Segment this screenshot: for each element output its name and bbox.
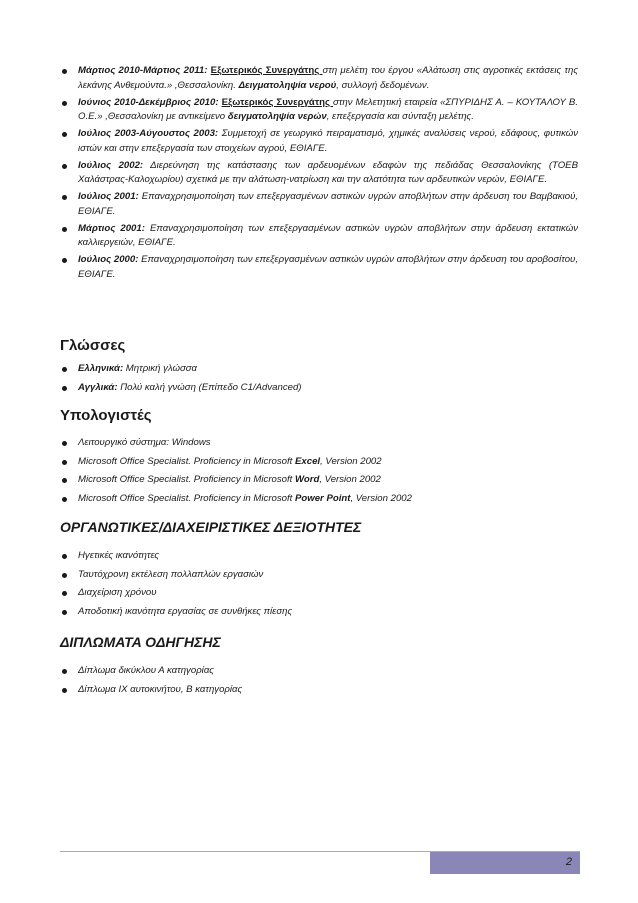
computer-skill-version: , Version 2002 <box>319 474 381 485</box>
computer-skill-version: , Version 2002 <box>350 492 412 504</box>
languages-section <box>60 336 301 399</box>
computers-list <box>60 436 578 506</box>
computer-skill-version: , Version 2002 <box>320 455 382 467</box>
language-level: Πολύ καλή γνώση (Επίπεδο C1/Advanced) <box>117 381 302 393</box>
computer-skill-text: Microsoft Office Specialist. Proficiency in Microsoft <box>78 492 295 504</box>
experience-text: Διερεύνηση της κατάστασης των αρδευομένων εδαφών της πεδιάδας Θεσσαλονίκης (ΤΟΕΒ Χαλάστρας-Καλοχωρίου) σχετικά με την αλάτωση-νατρίωση και την αλατότητα των αρδευτικών νερών, ΕΘΙΑΓΕ. <box>78 159 578 185</box>
computer-skill-item <box>60 455 578 470</box>
language-item <box>60 362 301 377</box>
experience-role: Εξωτερικός Συνεργάτης <box>221 96 333 108</box>
languages-list <box>60 362 301 395</box>
computer-skill-app: Power Point <box>295 492 351 504</box>
experience-text-end: , συλλογή δεδομένων. <box>336 79 430 91</box>
driving-license-item: Δίπλωμα ΙΧ αυτοκινήτου, Β κατηγορίας <box>60 683 578 698</box>
experience-highlight: δειγματοληψία νερών <box>227 111 327 122</box>
experience-text: Επαναχρησιμοποίηση των επεξεργασμένων αστικών υγρών αποβλήτων στην άρδευση εκτατικών καλλιεργειών, ΕΘΙΑΓΕ. <box>78 222 578 248</box>
experience-item <box>60 222 578 251</box>
page-number: 2 <box>565 856 572 868</box>
experience-date: Μάρτιος 2001: <box>78 222 145 234</box>
experience-item <box>60 96 578 125</box>
experience-date: Ιούλιος 2000: <box>78 254 139 265</box>
experience-date: Ιούλιος 2002: <box>78 159 144 171</box>
experience-date: Ιούλιος 2003-Αύγουστος 2003: <box>78 128 219 139</box>
experience-date: Ιούνιος 2010-Δεκέμβριος 2010: <box>78 96 219 108</box>
experience-item <box>60 159 578 188</box>
computer-skill-text: Microsoft Office Specialist. Proficiency in Microsoft <box>78 455 295 467</box>
driving-section <box>60 632 578 701</box>
computer-skill-app: Excel <box>295 455 321 467</box>
computers-section <box>60 406 578 510</box>
computers-heading: Υπολογιστές <box>60 407 152 424</box>
language-name: Ελληνικά: <box>78 363 124 374</box>
language-name: Αγγλικά: <box>78 381 118 393</box>
experience-date: Ιούλιος 2001: <box>78 191 139 202</box>
organizational-skill-item: Ηγετικές ικανότητες <box>60 549 578 564</box>
organizational-heading: ΟΡΓΑΝΩΤΙΚΕΣ/ΔΙΑΧΕΙΡΙΣΤΙΚΕΣ ΔΕΞΙΟΤΗΤΕΣ <box>60 519 362 535</box>
experience-text: Συμμετοχή σε γεωργικό πειραματισμό, χημικές αναλύσεις νερού, εδάφους, φυτικών ιστών και στην επεξεργασία των στοιχείων αγρού, ΕΘΙΑΓΕ. <box>78 128 579 154</box>
experience-highlight: Δειγματοληψία νερού <box>238 79 337 91</box>
page-number-box <box>430 852 580 874</box>
experience-date: Μάρτιος 2010-Μάρτιος 2011: <box>78 65 208 76</box>
computer-skill-item <box>60 492 578 507</box>
organizational-skill-item: Διαχείριση χρόνου <box>60 586 578 601</box>
organizational-skill-item: Ταυτόχρονη εκτέλεση πολλαπλών εργασιών <box>60 568 578 583</box>
organizational-section <box>60 517 578 623</box>
experience-list <box>60 64 578 282</box>
computer-skill-text: Λειτουργικό σύστημα: Windows <box>78 437 211 448</box>
experience-text-end: , επεξεργασία και σύνταξη μελέτης. <box>326 111 474 122</box>
experience-text: Επαναχρησιμοποίηση των επεξεργασμένων αστικών υγρών αποβλήτων στην άρδευση του Βαμβακιού, ΕΘΙΑΓΕ. <box>78 191 579 217</box>
languages-heading: Γλώσσες <box>60 337 126 354</box>
experience-text: στην Μελετητική εταιρεία «ΣΠΥΡΙΔΗΣ Α. – ΚΟΥΤΑΛΟΥ Β. Ο.Ε.» ,Θεσσαλονίκη με αντικείμενο <box>78 96 578 122</box>
language-level: Μητρική γλώσσα <box>123 363 198 374</box>
computer-skill-text: Microsoft Office Specialist. Proficiency in Microsoft <box>78 474 295 485</box>
computer-skill-app: Word <box>295 474 320 485</box>
driving-heading: ΔΙΠΛΩΜΑΤΑ ΟΔΗΓΗΣΗΣ <box>60 634 221 650</box>
experience-text: στη μελέτη του έργου «Αλάτωση στις αγροτικές εκτάσεις της λεκάνης Ανθεμούντα.» ,Θεσσαλονίκη. <box>78 65 578 91</box>
experience-text: Επαναχρησιμοποίηση των επεξεργασμένων αστικών υγρών αποβλήτων στην άρδευση του αροβοσίτου, ΕΘΙΑΓΕ. <box>78 254 578 280</box>
language-item <box>60 381 301 396</box>
experience-item <box>60 64 578 93</box>
driving-license-item: Δίπλωμα δικύκλου Α κατηγορίας <box>60 664 578 679</box>
experience-item <box>60 190 578 219</box>
page-content <box>60 64 579 695</box>
driving-list <box>60 664 578 697</box>
computer-skill-item <box>60 473 578 488</box>
computer-skill-item <box>60 436 578 451</box>
experience-item <box>60 253 578 282</box>
experience-item <box>60 127 578 156</box>
organizational-skill-item: Αποδοτική ικανότητα εργασίας σε συνθήκες πίεσης <box>60 605 578 620</box>
organizational-list <box>60 549 578 619</box>
experience-role: Εξωτερικός Συνεργάτης <box>210 65 323 76</box>
